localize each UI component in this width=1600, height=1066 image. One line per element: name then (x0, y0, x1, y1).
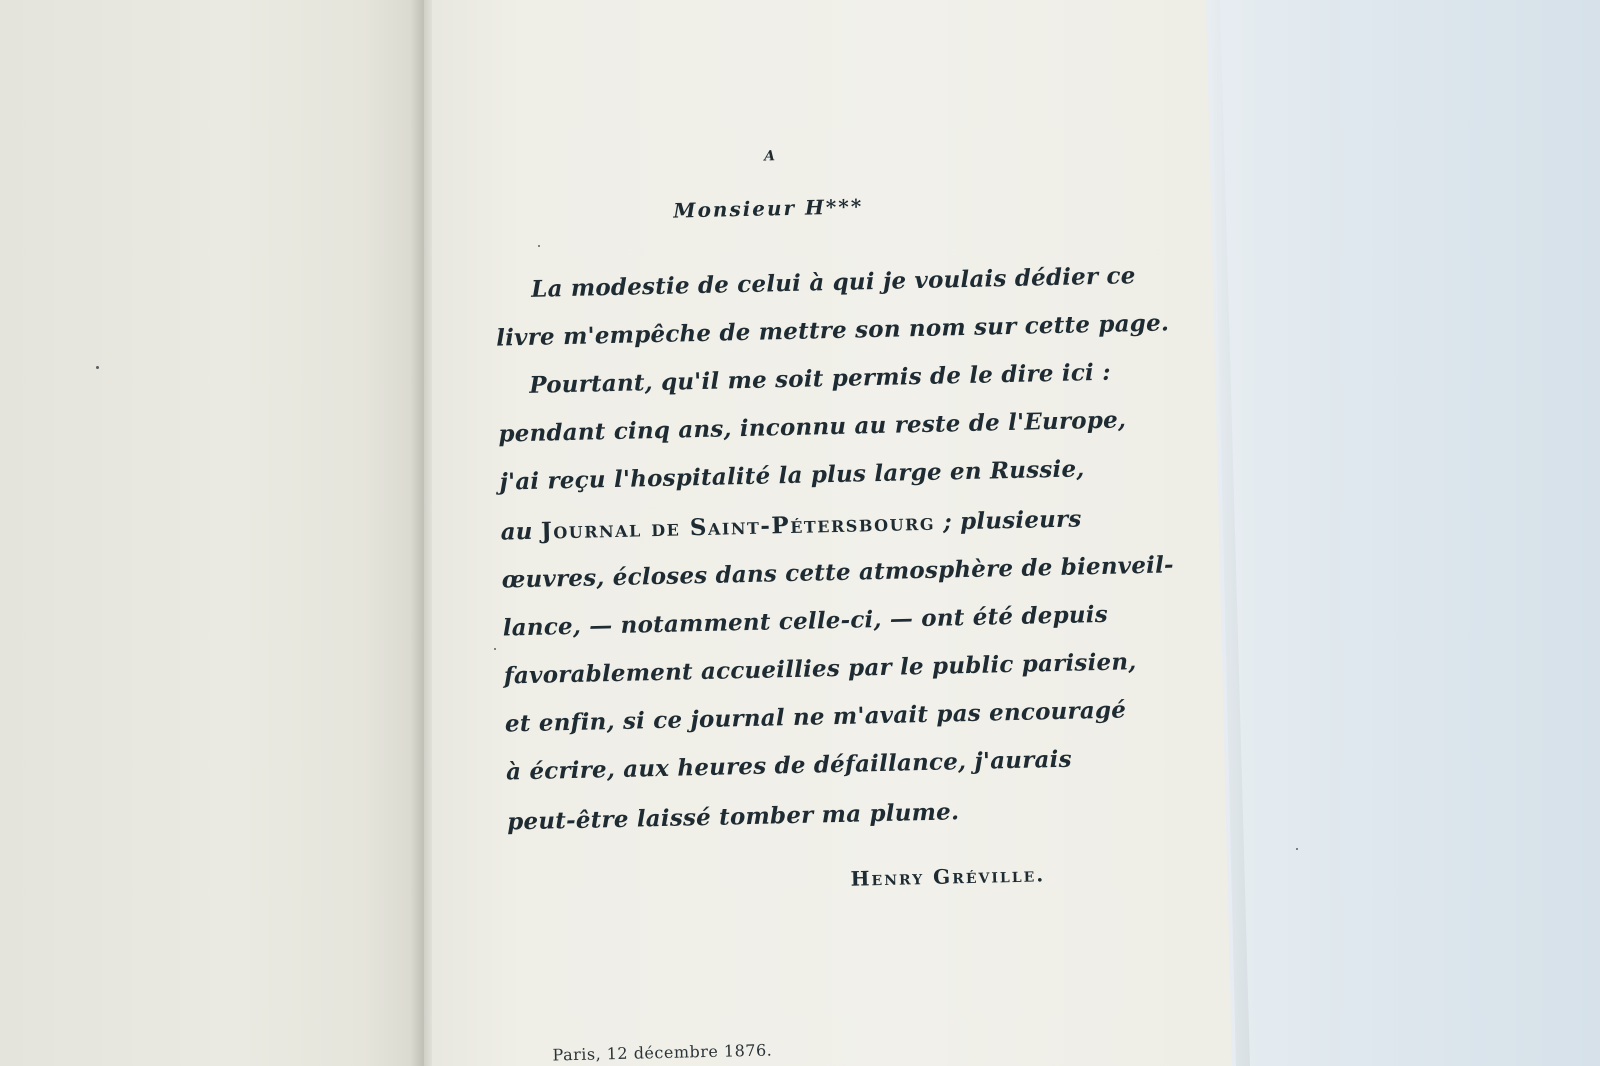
paragraph-line: Pourtant, qu'il me soit permis de le dire ici : (529, 358, 1112, 399)
paragraph-word: ; plusieurs (942, 505, 1082, 536)
dedicatee-name: Monsieur H*** (673, 194, 864, 223)
paragraph-line: œuvres, écloses dans cette atmosphère de bienveil- (501, 551, 1175, 594)
paragraph-line: peut-être laissé tomber ma plume. (506, 798, 960, 836)
paragraph-line: La modestie de celui à qui je voulais dédier ce (530, 262, 1136, 303)
paragraph-line: et enfin, si ce journal ne m'avait pas encouragé (504, 696, 1127, 738)
paragraph-word: au (500, 517, 533, 546)
dedication-to-label: A (764, 148, 776, 165)
paragraph-line-journal (500, 505, 1081, 545)
journal-title: Journal de Saint-Pétersbourg (540, 508, 936, 545)
paragraph-line: favorablement accueillies par le public parisien, (503, 648, 1137, 690)
author-signature: Henry Gréville. (850, 862, 1046, 891)
paragraph-line: pendant cinq ans, inconnu au reste de l'Europe, (498, 406, 1127, 448)
paragraph-line: lance, — notamment celle-ci, — ont été depuis (502, 600, 1109, 642)
paragraph-line: à écrire, aux heures de défaillance, j'aurais (505, 745, 1072, 786)
paragraph-line: livre m'empêche de mettre son nom sur cette page. (495, 309, 1170, 352)
paragraph-line: j'ai reçu l'hospitalité la plus large en Russie, (499, 455, 1085, 496)
dateline: Paris, 12 décembre 1876. (552, 1040, 773, 1065)
